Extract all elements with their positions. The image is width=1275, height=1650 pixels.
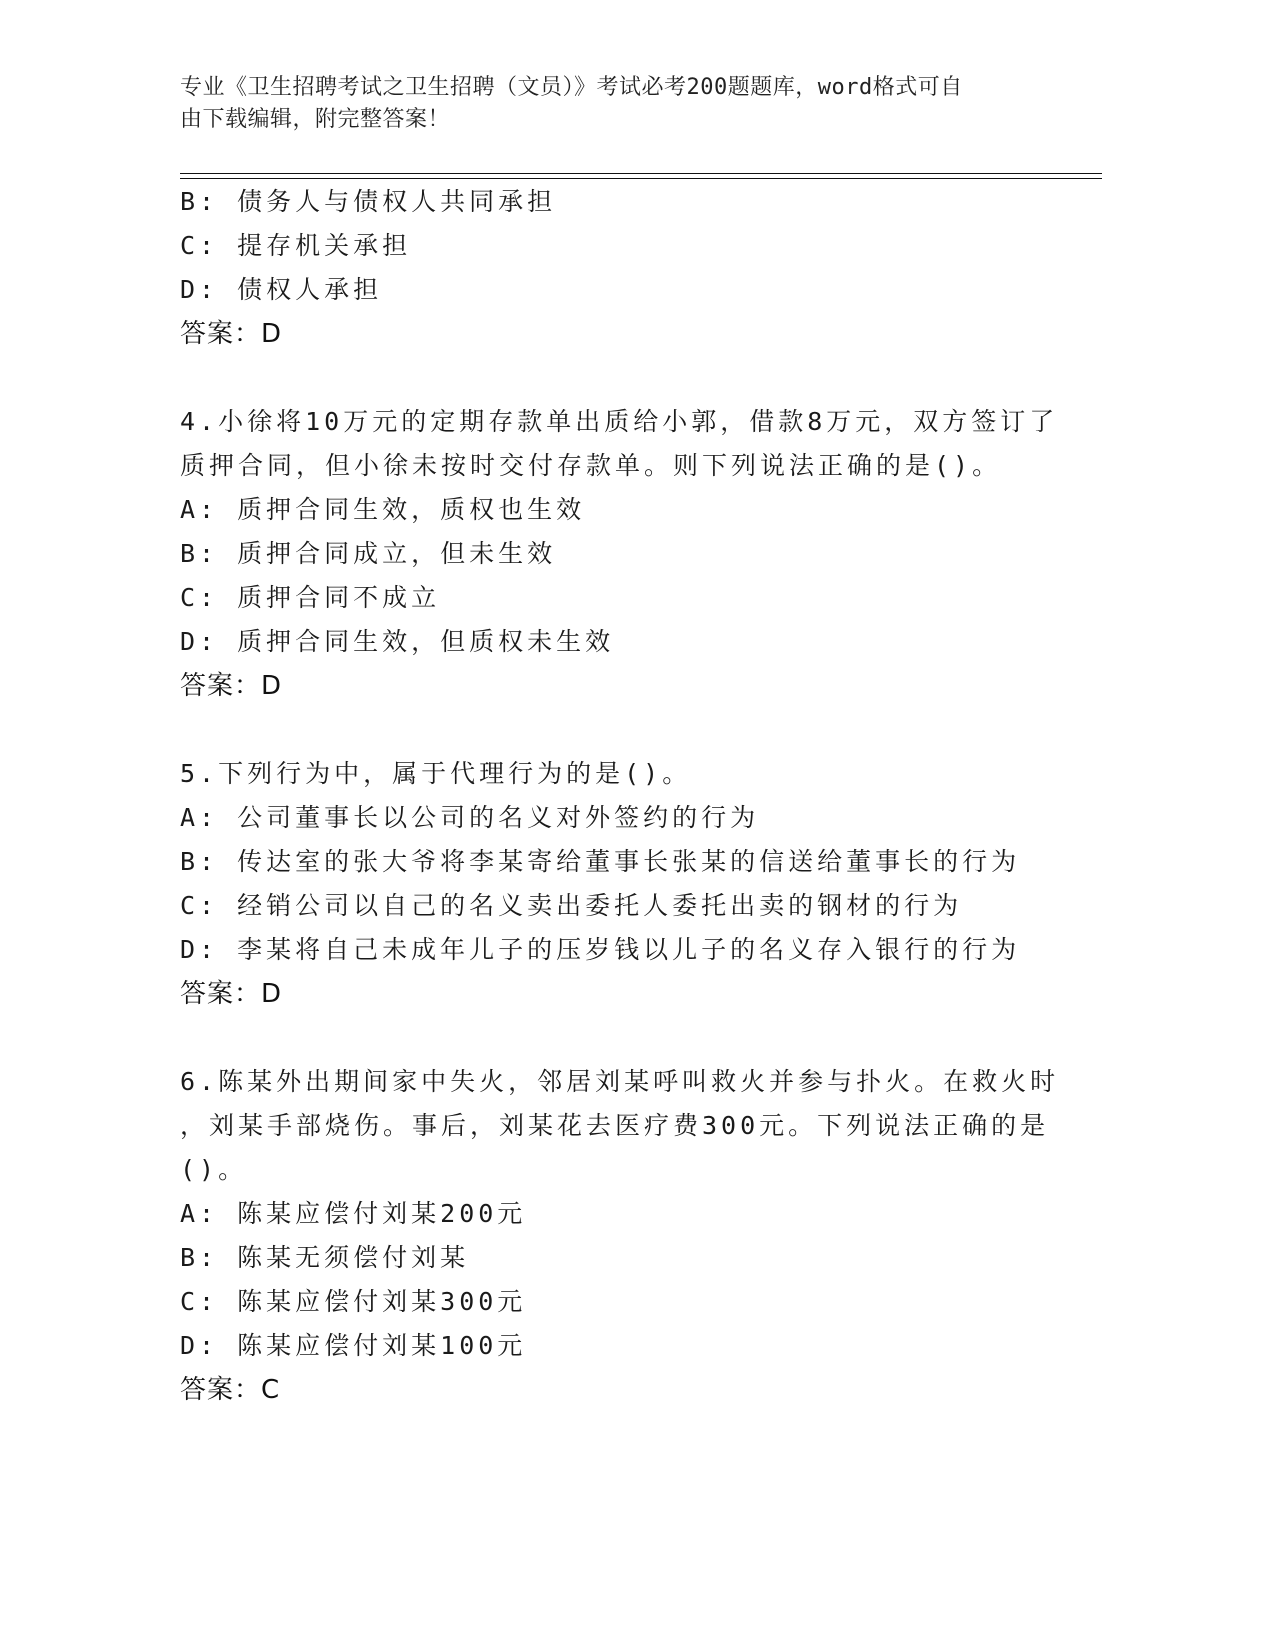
answer-label: 答案：D xyxy=(180,319,283,349)
option-d: D: 债权人承担 xyxy=(180,275,383,304)
answer-label: 答案：C xyxy=(180,1375,281,1405)
answer-label: 答案：D xyxy=(180,979,283,1009)
option-b: B: 传达室的张大爷将李某寄给董事长张某的信送给董事长的行为 xyxy=(180,847,1021,876)
question-3-continued xyxy=(180,184,1060,360)
answer-label: 答案：D xyxy=(180,671,283,701)
question-content xyxy=(180,184,1060,1416)
question-5 xyxy=(180,756,1060,1020)
option-c: C: 质押合同不成立 xyxy=(180,583,441,612)
option-a: A: 质押合同生效，质权也生效 xyxy=(180,495,586,524)
header-line-2: 由下载编辑，附完整答案！ xyxy=(180,107,451,132)
option-b: B: 陈某无须偿付刘某 xyxy=(180,1243,470,1272)
option-c: C: 经销公司以自己的名义卖出委托人委托出卖的钢材的行为 xyxy=(180,891,963,920)
question-stem: 4.小徐将10万元的定期存款单出质给小郭，借款8万元，双方签订了 xyxy=(180,407,1059,436)
option-d: D: 陈某应偿付刘某100元 xyxy=(180,1331,527,1360)
question-stem: 6.陈某外出期间家中失火，邻居刘某呼叫救火并参与扑火。在救火时 xyxy=(180,1067,1060,1096)
option-b: B: 债务人与债权人共同承担 xyxy=(180,187,557,216)
question-stem: ，刘某手部烧伤。事后，刘某花去医疗费300元。下列说法正确的是 xyxy=(180,1111,1050,1140)
option-b: B: 质押合同成立，但未生效 xyxy=(180,539,557,568)
question-stem: 5.下列行为中，属于代理行为的是()。 xyxy=(180,759,692,788)
document-header xyxy=(180,72,1040,136)
option-a: A: 公司董事长以公司的名义对外签约的行为 xyxy=(180,803,760,832)
question-4 xyxy=(180,404,1060,712)
question-stem: 质押合同，但小徐未按时交付存款单。则下列说法正确的是()。 xyxy=(180,451,1002,480)
question-stem: ()。 xyxy=(180,1155,248,1184)
option-c: C: 提存机关承担 xyxy=(180,231,412,260)
option-d: D: 质押合同生效，但质权未生效 xyxy=(180,627,615,656)
option-c: C: 陈某应偿付刘某300元 xyxy=(180,1287,527,1316)
option-d: D: 李某将自己未成年儿子的压岁钱以儿子的名义存入银行的行为 xyxy=(180,935,1021,964)
header-divider-top xyxy=(180,173,1102,174)
question-6 xyxy=(180,1064,1060,1416)
header-divider-bottom xyxy=(180,178,1102,179)
header-line-1: 专业《卫生招聘考试之卫生招聘（文员）》考试必考200题题库，word格式可自 xyxy=(180,75,963,100)
option-a: A: 陈某应偿付刘某200元 xyxy=(180,1199,527,1228)
